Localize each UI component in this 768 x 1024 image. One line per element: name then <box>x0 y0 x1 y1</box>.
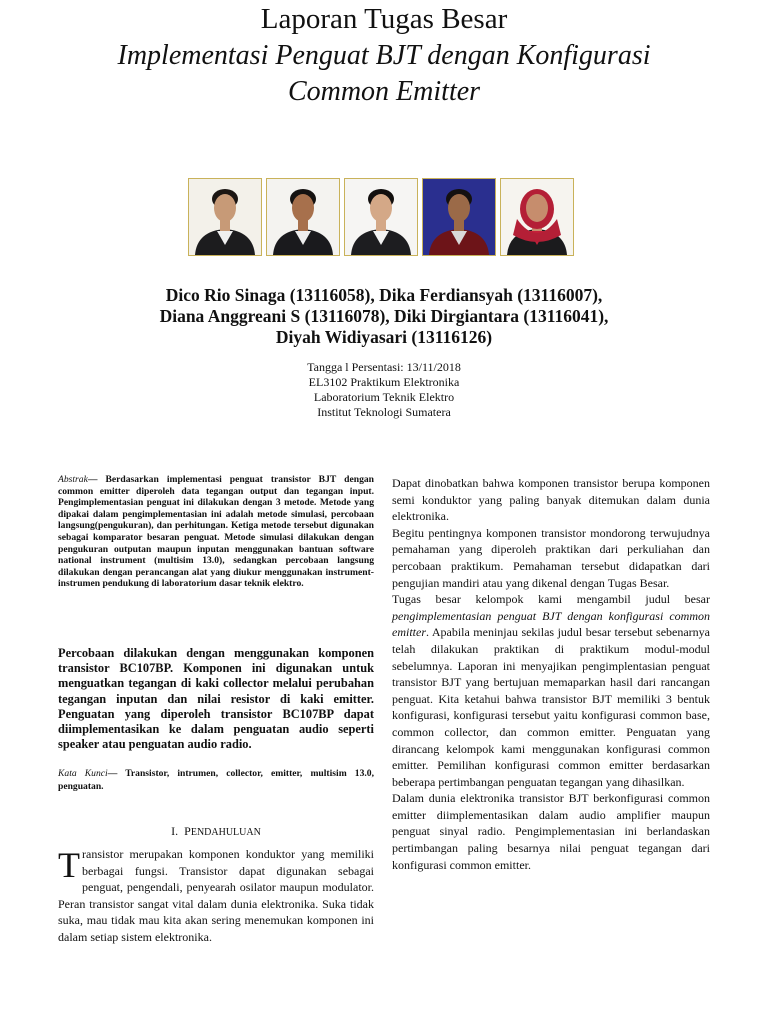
course-name: EL3102 Praktikum Elektronika <box>308 375 460 389</box>
keywords <box>58 767 374 793</box>
photo-face <box>292 194 314 222</box>
author-photo-3 <box>344 178 418 256</box>
section-number: I. <box>171 824 179 838</box>
right-paragraph-3 <box>392 591 710 790</box>
abstract-dash: — <box>87 474 106 485</box>
presentation-date: Tangga l Persentasi: 13/11/2018 <box>307 360 461 374</box>
photo-face <box>448 194 470 222</box>
author-photo-5 <box>500 178 574 256</box>
report-meta <box>200 360 568 420</box>
abstract-paragraph-2: Percobaan dilakukan dengan menggunakan komponen transistor BC107BP. Komponen ini digunakan untuk menguatkan tegangan di kaki collector melalui perubahan tegangan inputan dan nilai resistor di kaki emitter. Penguatan yang diperoleh transistor BC107BP dapat diimplementasikan ke dalam penguatan audio seperti speaker atau penguatan audio radio. <box>58 646 374 752</box>
authors-line-3: Diyah Widiyasari (13116126) <box>275 327 493 347</box>
report-title: Laporan Tugas Besar <box>260 3 508 35</box>
introduction-paragraph <box>58 846 374 946</box>
right-column <box>392 475 710 873</box>
photo-face <box>370 194 392 222</box>
subtitle-line-2: Common Emitter <box>287 76 481 107</box>
authors-line-1: Dico Rio Sinaga (13116058), Dika Ferdiansyah (13116007), <box>165 285 603 305</box>
p3-title-italic: pengimplementasian penguat BJT dengan konfigurasi common emitter <box>392 608 710 640</box>
keywords-dash: — <box>107 768 126 779</box>
right-paragraph-2: Begitu pentingnya komponen transistor mondorong terwujudnya pemahaman yang diperoleh praktikan dari perkuliahan dan percobaan praktikum. Pemahaman tersebut didapatkan dari pengujian mandiri atau yang dikenal dengan Tugas Besar. <box>392 525 710 590</box>
abstract-label: Abstrak <box>58 474 88 485</box>
institute-name: Institut Teknologi Sumatera <box>317 405 451 419</box>
p3-body: . Apabila meninjau sekilas judul besar tersebut sebenarnya telah dilakukan praktikan di praktikum modul-modul sebelumnya. Laporan ini menyajikan pengimplentasian penguat transistor BJT yang bertujuan memaparkan hasil dari rancangan penguat. Kita ketahui bahwa transistor BJT memiliki 3 bentuk konfigurasi, konfigurasi tersebut yaitu konfigurasi common base, common collector, dan common emitter. Penguatan yang dirancang kelompok kami menggunakan konfigurasi common emitter. Pemilihan konfigurasi common emitter berdasarkan beberapa pertimbangan penguatan tegangan yang dihasilkan. <box>392 625 710 789</box>
right-paragraph-1: Dapat dinobatkan bahwa komponen transistor berupa komponen semi konduktor yang paling banyak ditemukan dalam dunia elektronika. <box>392 476 710 524</box>
author-photo-1 <box>188 178 262 256</box>
portrait-image <box>345 179 417 255</box>
portrait-image <box>267 179 339 255</box>
author-photo-2 <box>266 178 340 256</box>
lab-name: Laboratorium Teknik Elektro <box>313 390 455 404</box>
section-title-first: P <box>184 824 191 838</box>
author-list <box>80 285 688 348</box>
subtitle-line-1: Implementasi Penguat BJT dengan Konfigurasi <box>117 40 651 71</box>
photo-face <box>526 194 548 222</box>
abstract-text: Berdasarkan implementasi penguat transistor BJT dengan common emitter diperoleh data tegangan output dan tegangan input. Pengimplementasian penguat ini dilakukan dengan 3 metode. Metode yang dipakai dalam pengimplementasian ini adalah metode simulasi, percobaan langsung(pengukuran), dan perhitungan. Ketiga metode tersebut digunakan sebagai komparator besaran penguat. Metode simulasi dilakukan dengan pengukuran outputan maupun inputan menggunakan bantuan software national instrument (multisim 13.0), sedangkan percobaan langsung dilakukan dengan perancangan alat yang diukur menggunakan instrument-instrumen pendukung di laboratorium dasar teknik elektro. <box>58 474 374 590</box>
drop-cap: T <box>58 845 80 885</box>
portrait-image <box>189 179 261 255</box>
photo-face <box>214 194 236 222</box>
intro-text: ransistor merupakan komponen konduktor yang memiliki berbagai fungsi. Transistor dapat digunakan sebagai penguat, pengendali, penyearah osilator maupun modulator. Peran transistor sangat vital dalam dunia elektronika. Suka tidak suka, mau tidak mau kita akan sering menemukan komponen ini dalam setiap sistem elektronika. <box>58 847 374 944</box>
author-photo-4 <box>422 178 496 256</box>
keywords-label: Kata Kunci <box>58 768 108 779</box>
portrait-image <box>423 179 495 255</box>
p3-lead: Tugas besar kelompok kami mengambil judul besar <box>392 592 710 607</box>
authors-line-2: Diana Anggreani S (13116078), Diki Dirgiantara (13116041), <box>159 306 609 326</box>
right-paragraph-4: Dalam dunia elektronika transistor BJT berkonfigurasi common emitter diimplementasikan dalam audio amplifier maupun penguat sinyal radio. Pengimplementasian ini berlandaskan pertimbangan paling besarnya nilai penguat tegangan dari konfigurasi common emitter. <box>392 791 710 872</box>
section-title-rest: ENDAHULUAN <box>190 827 261 838</box>
author-photos <box>187 178 577 256</box>
paper-subtitle <box>60 38 708 110</box>
section-heading-introduction <box>58 824 374 839</box>
keywords-text: Transistor, intrumen, collector, emitter, multisim 13.0, penguatan. <box>58 768 374 792</box>
abstract <box>58 474 374 590</box>
portrait-image <box>501 179 573 255</box>
